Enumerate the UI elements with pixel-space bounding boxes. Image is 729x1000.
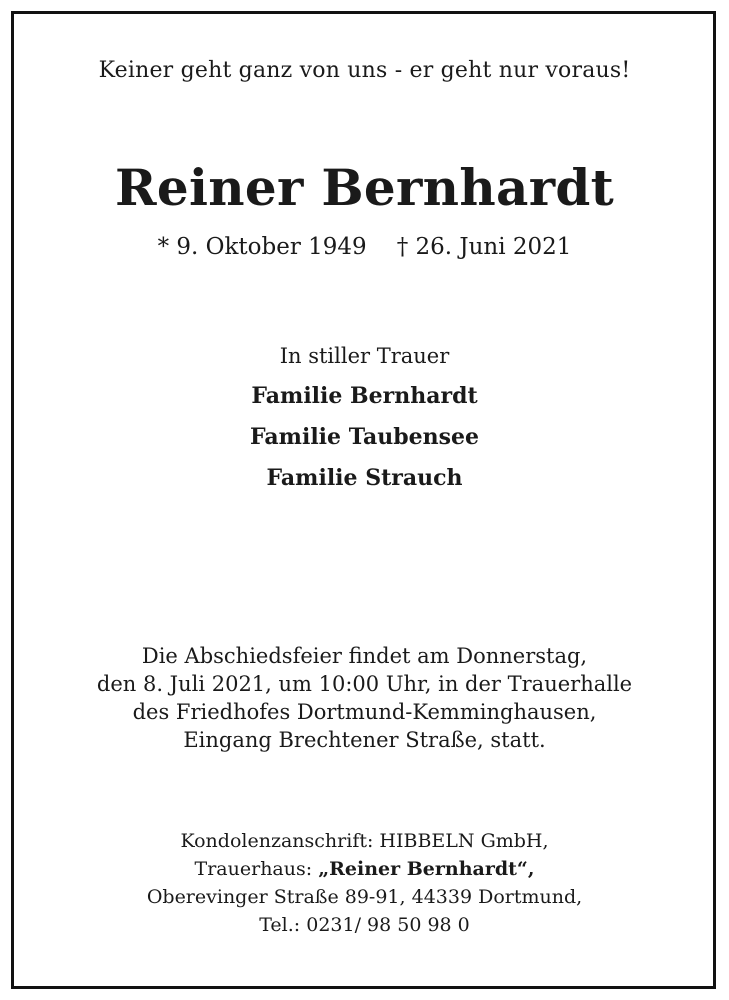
funeral-home-label: Trauerhaus: (194, 858, 319, 880)
deceased-name: Reiner Bernhardt (115, 158, 614, 217)
condolence-address-line: Oberevinger Straße 89-91, 44339 Dortmund, (146, 886, 583, 908)
life-dates (0, 234, 729, 260)
ceremony-text-line: Eingang Brechtener Straße, statt. (183, 728, 546, 752)
birth-date: * 9. Oktober 1949 (157, 234, 367, 260)
family-name: Familie Strauch (266, 465, 463, 491)
family-name: Familie Taubensee (250, 424, 479, 450)
condolence-address-line (0, 858, 729, 880)
motto-quote: Keiner geht ganz von uns - er geht nur voraus! (98, 58, 631, 83)
mourning-intro: In stiller Trauer (279, 344, 450, 368)
death-date: † 26. Juni 2021 (396, 234, 572, 260)
ceremony-text-line: des Friedhofes Dortmund-Kemminghausen, (132, 700, 597, 724)
condolence-address-line: Kondolenzanschrift: HIBBELN GmbH, (180, 830, 549, 852)
ceremony-text-line: Die Abschiedsfeier findet am Donnerstag, (141, 644, 588, 668)
condolence-phone: Tel.: 0231/ 98 50 98 0 (259, 914, 470, 936)
funeral-home-name: „Reiner Bernhardt“, (318, 858, 535, 880)
ceremony-text-line: den 8. Juli 2021, um 10:00 Uhr, in der Trauerhalle (96, 672, 633, 696)
family-name: Familie Bernhardt (251, 383, 478, 409)
